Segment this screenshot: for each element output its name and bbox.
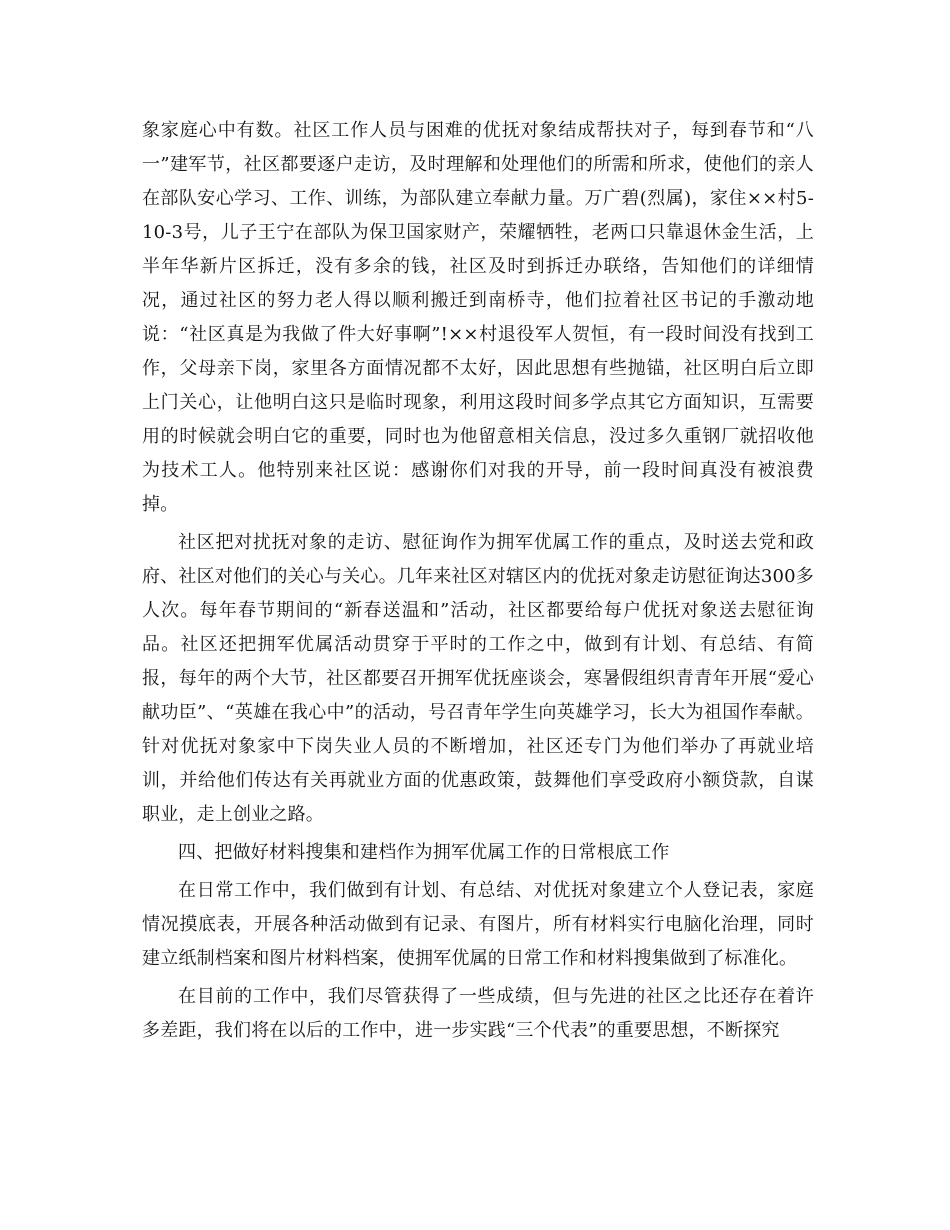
document-page <box>142 114 814 1052</box>
paragraph-3: 在日常工作中，我们做到有计划、有总结、对优抚对象建立个人登记表，家庭情况摸底表，开展各种活动做到有记录、有图片，所有材料实行电脑化治理，同时建立纸制档案和图片材料档案，使拥军优属的日常工作和材料搜集做到了标准化。 <box>142 880 814 969</box>
section-heading-4: 四、把做好材料搜集和建档作为拥军优属工作的日常根底工作 <box>178 842 670 863</box>
paragraph-2: 社区把对扰抚对象的走访、慰征询作为拥军优属工作的重点，及时送去党和政府、社区对他们的关心与关心。几年来社区对辖区内的优抚对象走访慰征询达300多人次。每年春节期间的“新春送温和”活动，社区都要给每户优抚对象送去慰征询品。社区还把拥军优属活动贯穿于平时的工作之中，做到有计划、有总结、有简报，每年的两个大节，社区都要召开拥军优抚座谈会，寒暑假组织青青年开展“爱心献功臣”、“英雄在我心中”的活动，号召青年学生向英雄学习，长大为祖国作奉献。针对优抚对象家中下岗失业人员的不断增加，社区还专门为他们举办了再就业培训，并给他们传达有关再就业方面的优惠政策，鼓舞他们享受政府小额贷款，自谋职业，走上创业之路。 <box>142 532 814 825</box>
paragraph-1: 象家庭心中有数。社区工作人员与困难的优抚对象结成帮扶对子，每到春节和“八一”建军节，社区都要逐户走访，及时理解和处理他们的所需和所求，使他们的亲人在部队安心学习、工作、训练，为部队建立奉献力量。万广碧(烈属)，家住××村5-10-3号，儿子王宁在部队为保卫国家财产，荣耀牺牲，老两口只靠退休金生活，上半年华新片区拆迁，没有多余的钱，社区及时到拆迁办联络，告知他们的详细情况，通过社区的努力老人得以顺利搬迁到南桥寺，他们拉着社区书记的手激动地说：“社区真是为我做了件大好事啊”!××村退役军人贺恒，有一段时间没有找到工作，父母亲下岗，家里各方面情况都不太好，因此思想有些抛锚，社区明白后立即上门关心，让他明白这只是临时现象，利用这段时间多学点其它方面知识，互需要用的时候就会明白它的重要，同时也为他留意相关信息，没过多久重钢厂就招收他为技术工人。他特别来社区说：感谢你们对我的开导，前一段时间真没有被浪费掉。 <box>142 120 814 515</box>
paragraph-4: 在目前的工作中，我们尽管获得了一些成绩，但与先进的社区之比还存在着许多差距，我们将在以后的工作中，进一步实践“三个代表”的重要思想，不断探究 <box>142 986 814 1041</box>
